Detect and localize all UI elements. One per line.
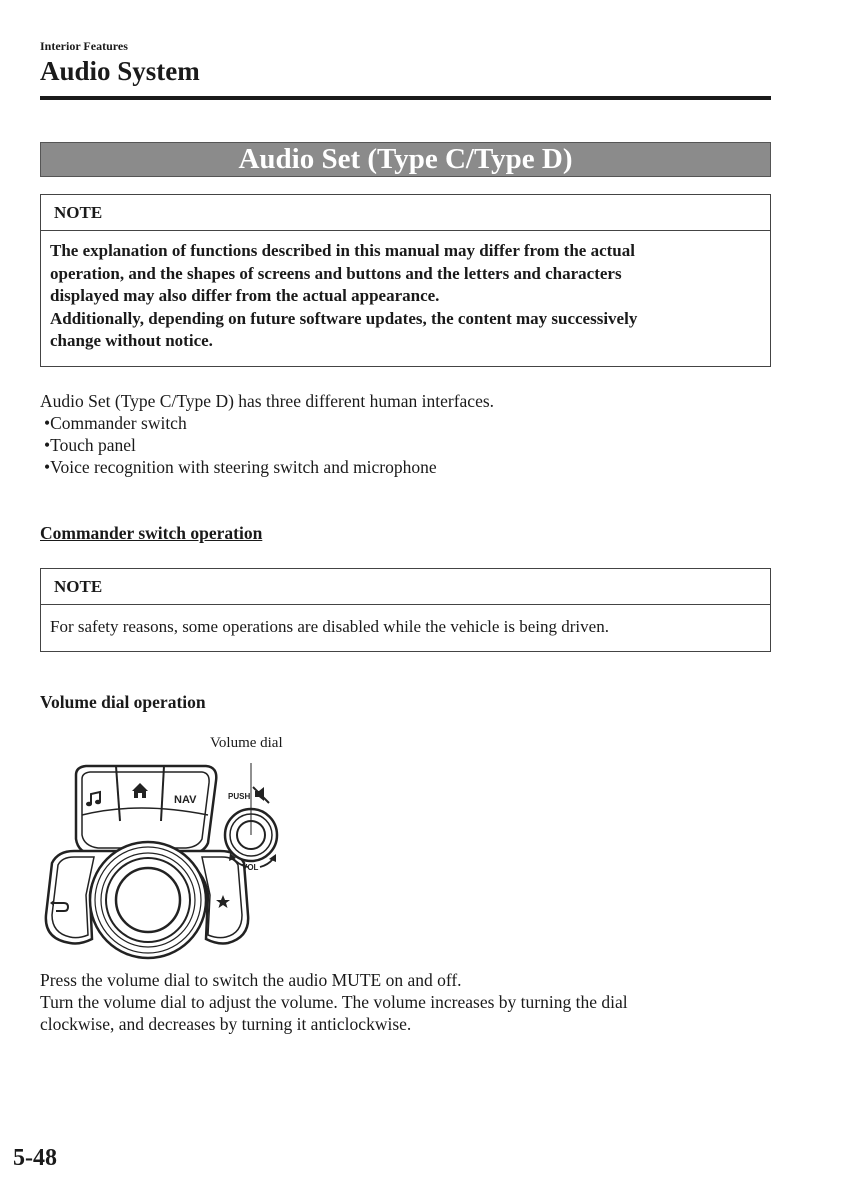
bullet-item: •Voice recognition with steering switch and microphone bbox=[44, 457, 437, 477]
volume-dial-callout: Volume dial bbox=[210, 735, 283, 751]
push-label: PUSH bbox=[228, 792, 251, 801]
page-number: 5-48 bbox=[13, 1145, 57, 1171]
banner-title: Audio Set (Type C/Type D) bbox=[238, 143, 573, 175]
volume-dial bbox=[225, 763, 277, 861]
note-heading: NOTE bbox=[41, 195, 770, 231]
volume-heading: Volume dial operation bbox=[40, 692, 206, 712]
section-banner bbox=[40, 142, 771, 177]
volume-text-line: Press the volume dial to switch the audio MUTE on and off. bbox=[40, 970, 462, 990]
commander-switch-figure bbox=[38, 755, 288, 960]
note-box-1 bbox=[40, 194, 771, 367]
bullet-item: •Commander switch bbox=[44, 413, 187, 433]
bullet-item: •Touch panel bbox=[44, 435, 136, 455]
volume-text-line: clockwise, and decreases by turning it anticlockwise. bbox=[40, 1014, 412, 1034]
note-line: operation, and the shapes of screens and buttons and the letters and characters bbox=[50, 263, 622, 283]
note-line: The explanation of functions described in this manual may differ from the actual bbox=[50, 241, 635, 260]
volume-text-line: Turn the volume dial to adjust the volume. The volume increases by turning the dial bbox=[40, 992, 628, 1012]
note-line: displayed may also differ from the actual appearance. bbox=[50, 286, 440, 305]
note-line: change without notice. bbox=[50, 331, 213, 350]
vol-label: VOL bbox=[242, 863, 259, 872]
note-box-2 bbox=[40, 568, 771, 652]
commander-knob bbox=[90, 842, 206, 958]
page-title: Audio System bbox=[40, 56, 200, 86]
note-text: For safety reasons, some operations are disabled while the vehicle is being driven. bbox=[50, 617, 609, 636]
mute-icon bbox=[253, 787, 269, 803]
section-label: Interior Features bbox=[40, 39, 128, 53]
note-line: Additionally, depending on future software updates, the content may successively bbox=[50, 308, 638, 328]
title-rule bbox=[40, 96, 771, 100]
note-heading: NOTE bbox=[41, 569, 770, 605]
intro-text: Audio Set (Type C/Type D) has three different human interfaces. bbox=[40, 391, 495, 411]
nav-button-label: NAV bbox=[174, 794, 197, 806]
commander-heading: Commander switch operation bbox=[40, 523, 263, 543]
note-body bbox=[41, 231, 770, 353]
